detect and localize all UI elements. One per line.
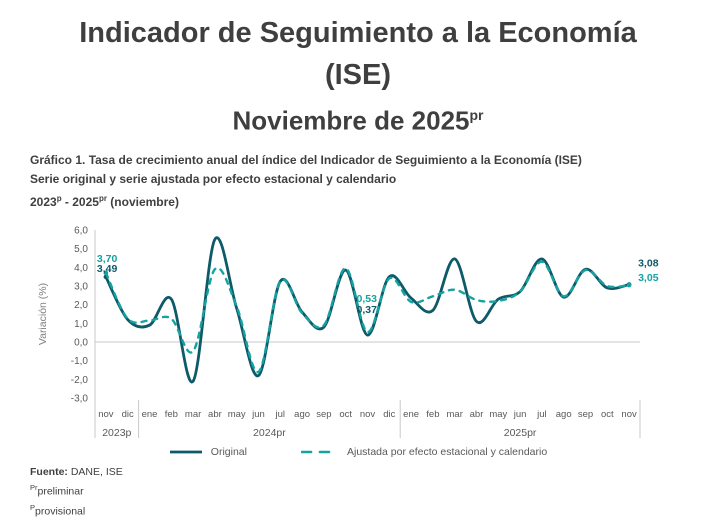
year-label: 2023p	[102, 427, 132, 439]
x-tick-label: nov	[621, 409, 637, 420]
x-tick-label: dic	[383, 409, 396, 420]
x-tick-label: abr	[208, 409, 222, 420]
data-point-label: 0,53	[356, 293, 377, 306]
y-axis-title: Variación (%)	[37, 282, 49, 346]
page-title-line1: Indicador de Seguimiento a la Economía	[79, 17, 637, 49]
y-tick-label: 6,0	[74, 225, 88, 237]
report-footer	[30, 464, 123, 519]
ise-line-chart	[0, 220, 716, 450]
year-label: 2024pr	[253, 427, 286, 439]
source-label: Fuente:	[30, 466, 68, 478]
x-tick-label: jul	[537, 409, 547, 420]
x-tick-label: abr	[469, 409, 484, 420]
y-tick-label: 5,0	[74, 244, 88, 256]
data-point-label: 3,08	[638, 257, 659, 270]
footnote-provisional: $^P$provisional	[30, 502, 86, 517]
source-line	[30, 464, 123, 480]
dashed-line-swatch	[301, 449, 339, 455]
y-tick-label: 4,0	[74, 262, 88, 274]
subtitle-line3: $2023^p - 2025^{pr}$ (noviembre)	[30, 194, 179, 209]
x-tick-label: ene	[141, 409, 158, 420]
y-tick-label: -2,0	[70, 374, 88, 386]
y-tick-label: -3,0	[70, 393, 88, 405]
report-header	[0, 12, 716, 140]
x-tick-label: oct	[600, 409, 614, 420]
x-tick-label: jun	[513, 409, 527, 420]
x-tick-label: mar	[446, 409, 463, 420]
x-tick-label: feb	[426, 409, 440, 420]
x-tick-label: ago	[555, 409, 572, 420]
data-point-label: 0,37	[356, 304, 377, 317]
x-tick-label: feb	[164, 409, 178, 420]
series-endpoint-marker	[627, 283, 632, 288]
x-tick-label: dic	[121, 409, 134, 420]
footnote-preliminar: $^{Pr}$preliminar	[30, 483, 84, 498]
page-title-line2: (ISE)	[324, 59, 392, 91]
legend-item-original	[169, 446, 247, 458]
x-tick-label: may	[227, 409, 246, 420]
legend-item-adjusted	[301, 446, 547, 458]
y-tick-label: 0,0	[74, 337, 88, 349]
y-tick-label: 2,0	[74, 300, 88, 312]
x-tick-label: sep	[577, 409, 594, 420]
chart-subtitle	[30, 151, 690, 212]
x-tick-label: jul	[275, 409, 286, 420]
chart-legend	[0, 446, 716, 458]
x-tick-label: sep	[316, 409, 332, 420]
y-tick-label: 3,0	[74, 281, 88, 293]
page-title-line3	[0, 96, 716, 140]
data-point-label: 3,70	[96, 252, 118, 265]
solid-line-swatch	[169, 449, 203, 455]
title-superscript: pr	[469, 107, 484, 123]
x-tick-label: oct	[339, 409, 353, 420]
data-point-label: 3,49	[96, 262, 118, 275]
legend-label-adjusted: Ajustada por efecto estacional y calendario	[346, 446, 548, 458]
title-period: Noviembre de 2025	[232, 105, 470, 136]
data-point-label: 3,05	[638, 272, 659, 285]
x-tick-label: mar	[184, 409, 202, 420]
legend-label-original: Original	[210, 446, 247, 458]
x-tick-label: nov	[98, 409, 114, 420]
x-tick-label: may	[489, 409, 508, 420]
x-tick-label: ago	[294, 409, 311, 420]
x-tick-label: nov	[359, 409, 376, 420]
subtitle-line2: Serie original y serie ajustada por efecto estacional y calendario	[30, 172, 397, 186]
year-label: 2025pr	[503, 427, 537, 439]
y-tick-label: 1,0	[74, 318, 88, 330]
x-tick-label: jun	[252, 409, 265, 420]
source-value: DANE, ISE	[70, 466, 123, 478]
y-tick-label: -1,0	[70, 356, 88, 368]
x-tick-label: ene	[403, 409, 420, 420]
subtitle-line1: Gráfico 1. Tasa de crecimiento anual del índice del Indicador de Seguimiento a la Economía (ISE)	[30, 153, 582, 167]
